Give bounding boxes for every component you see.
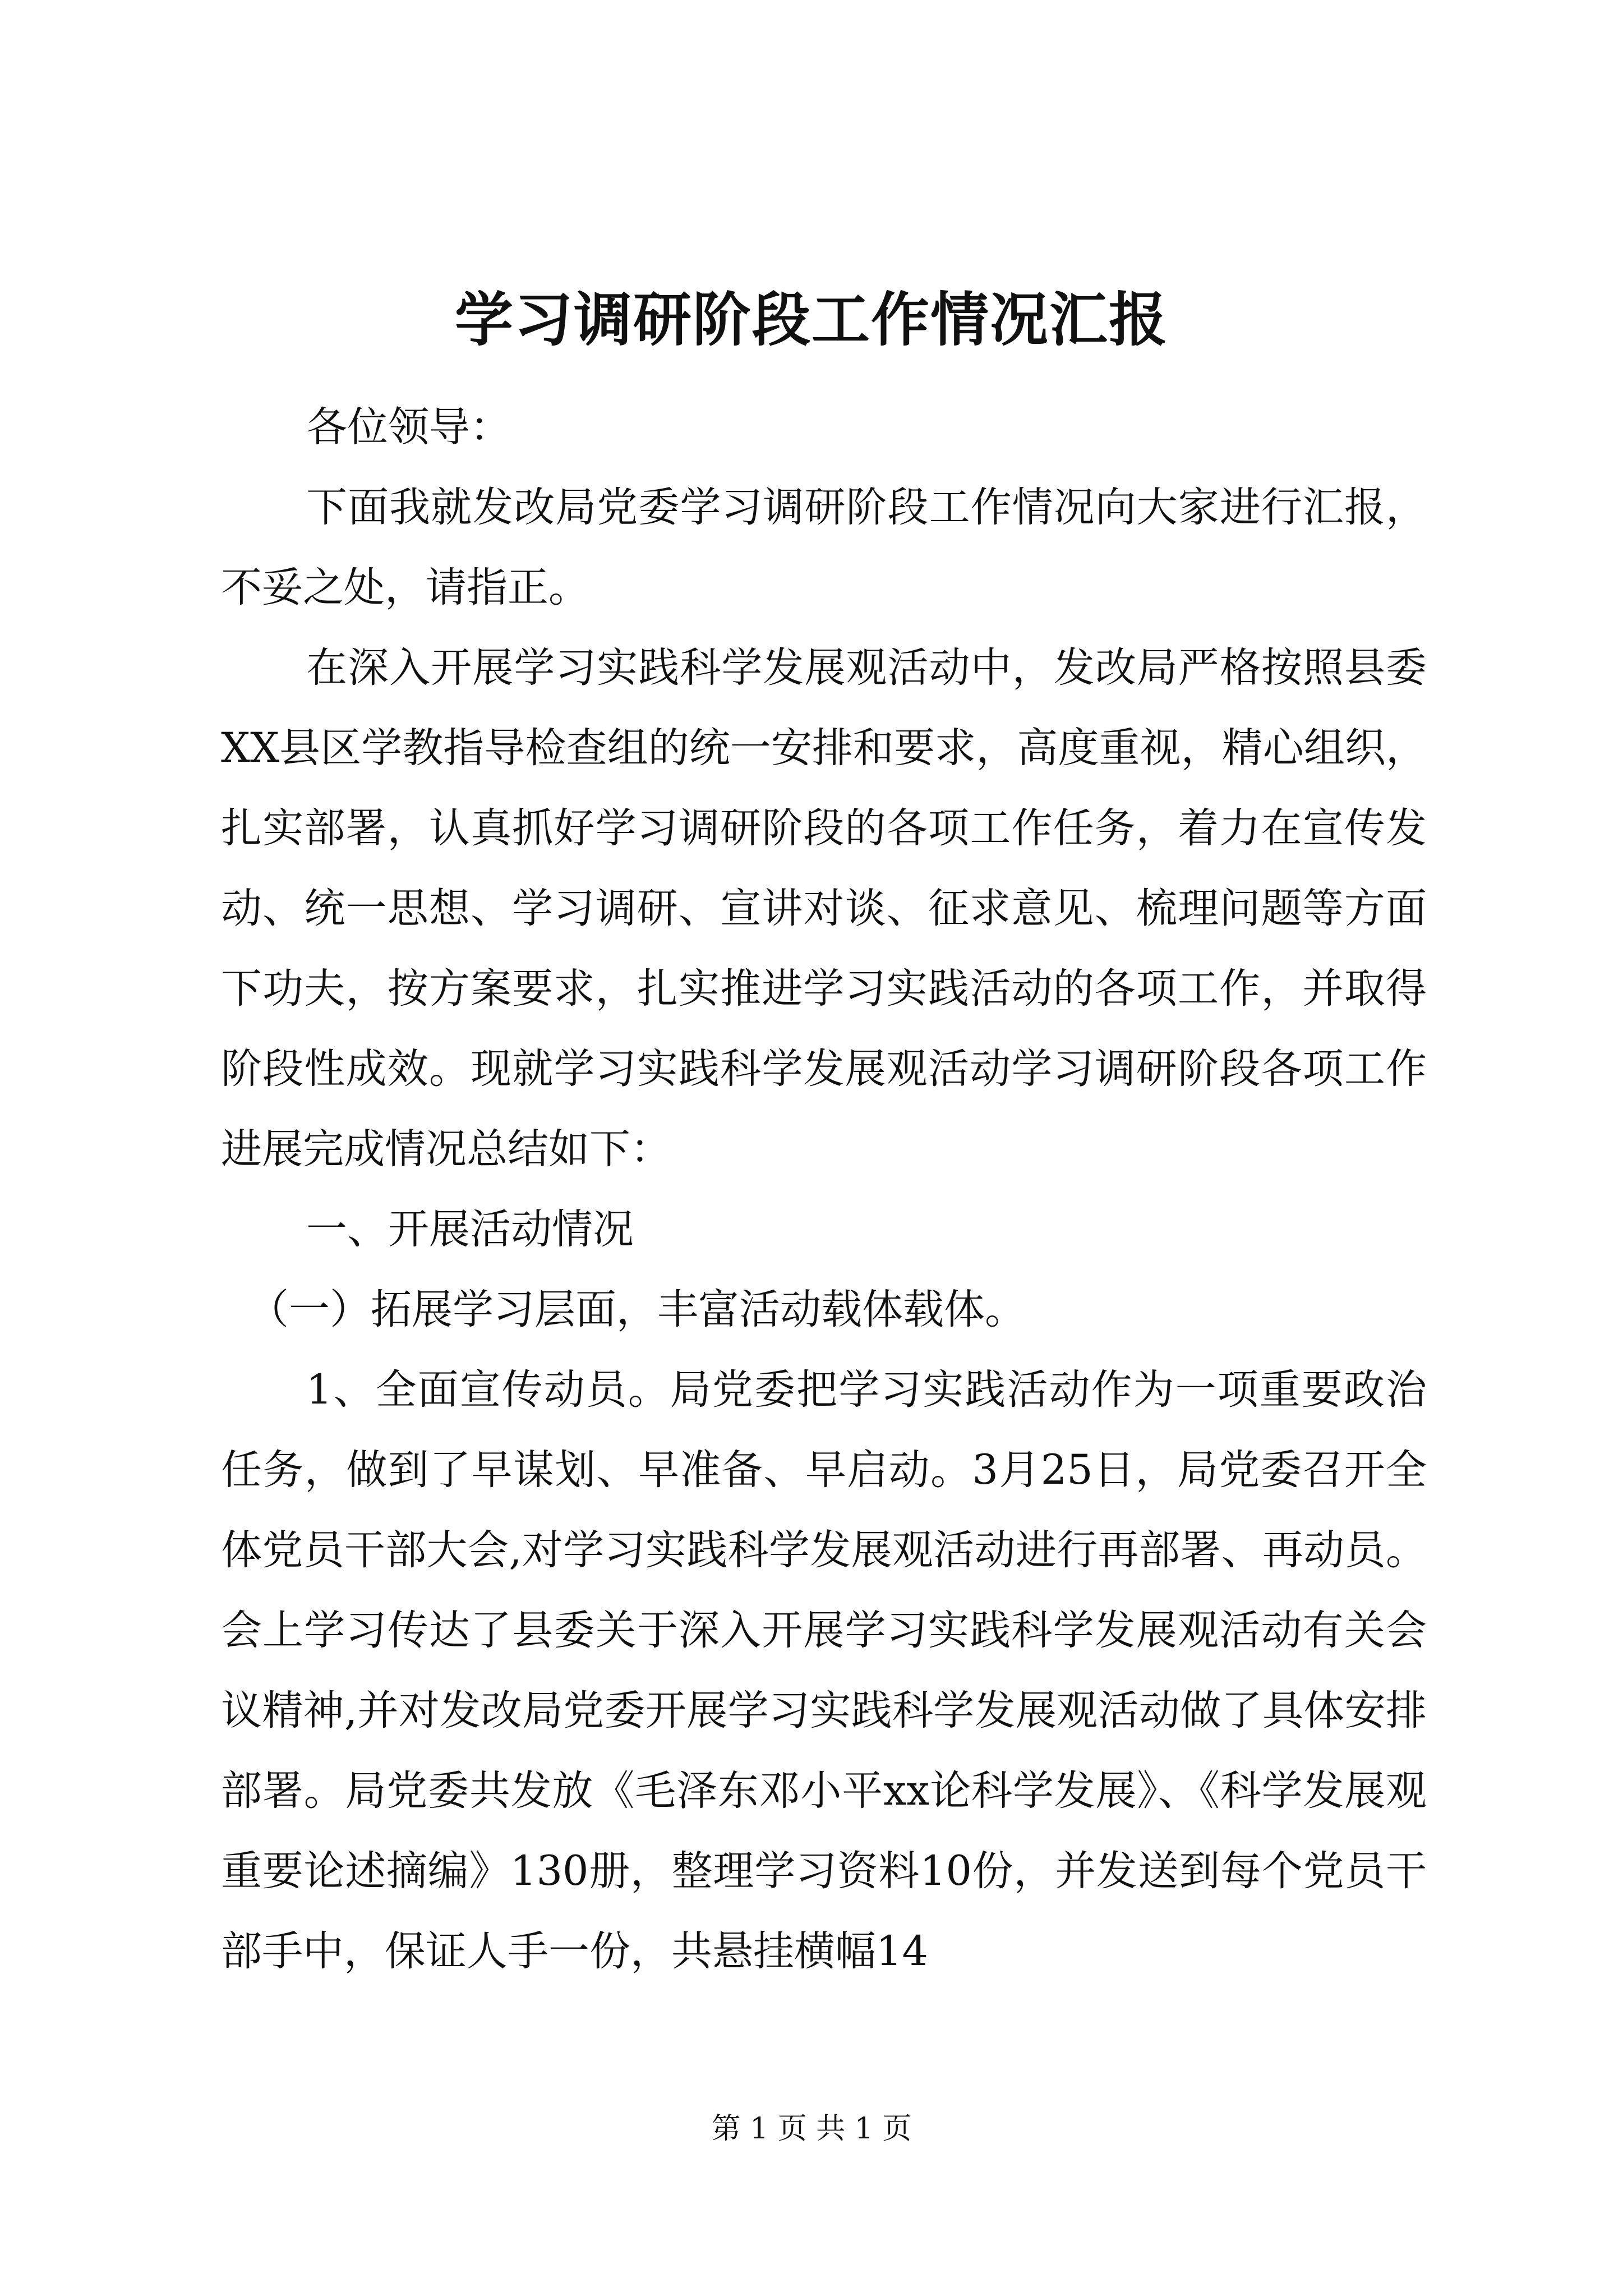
intro-paragraph: 下面我就发改局党委学习调研阶段工作情况向大家进行汇报，不妥之处，请指正。 (221, 484, 1427, 611)
item-paragraph: 1、全面宣传动员。局党委把学习实践活动作为一项重要政治任务，做到了早谋划、早准备、早启动。3月25日，局党委召开全体党员干部大会,对学习实践科学发展观活动进行再部署、再动员。会上学习传达了县委关于深入开展学习实践科学发展观活动有关会议精神,并对发改局党委开展学习实践科学发展观活动做了具体安排部署。局党委共发放《毛泽东邓小平xx论科学发展》、《科学发展观重要论述摘编》130册，整理学习资料10份，并发送到每个党员干部手中，保证人手一份，共悬挂横幅14 (221, 1366, 1427, 1975)
page-footer: 第 1 页 共 1 页 (711, 2112, 912, 2146)
section-heading: 一、开展活动情况 (306, 1205, 634, 1253)
document-body (221, 387, 1427, 1991)
subsection-heading: （一）拓展学习层面，丰富活动载体载体。 (248, 1286, 1026, 1333)
document-title: 学习调研阶段工作情况汇报 (454, 285, 1168, 354)
salutation: 各位领导： (306, 403, 511, 451)
overview-paragraph: 在深入开展学习实践科学发展观活动中，发改局严格按照县委XX县区学教指导检查组的统一安排和要求，高度重视，精心组织，扎实部署，认真抓好学习调研阶段的各项工作任务，着力在宣传发动、统一思想、学习调研、宣讲对谈、征求意见、梳理问题等方面下功夫，按方案要求，扎实推进学习实践活动的各项工作，并取得阶段性成效。现就学习实践科学发展观活动学习调研阶段各项工作进展完成情况总结如下： (221, 644, 1427, 1173)
